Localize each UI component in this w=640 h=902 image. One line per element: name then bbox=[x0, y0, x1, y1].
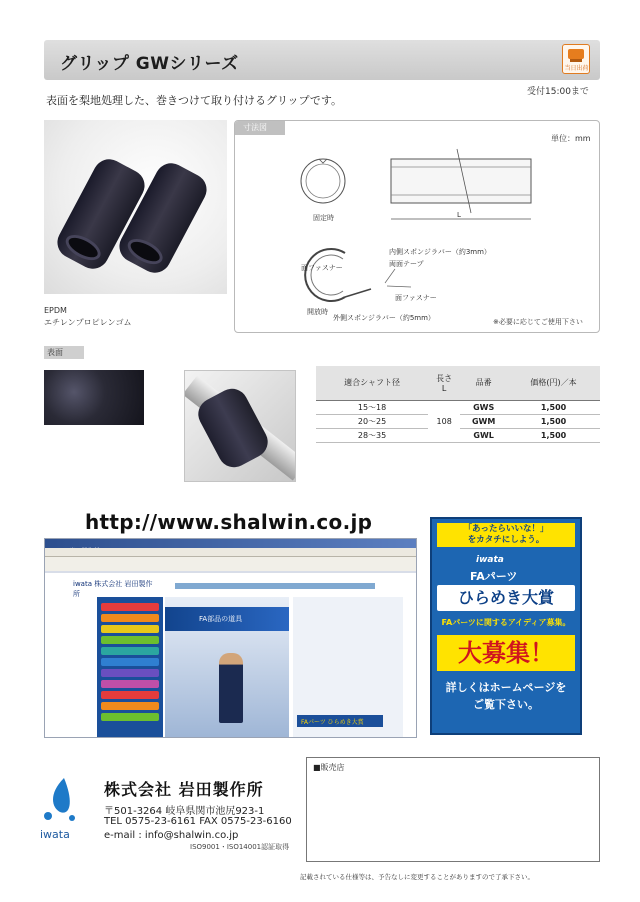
footer-note: 記載されている仕様等は、予告なしに変更することがありますので了承下さい。 bbox=[300, 873, 534, 881]
material-name: EPDM bbox=[44, 306, 67, 315]
site-nav bbox=[175, 583, 375, 589]
fastener-left-label: 面ファスナー bbox=[301, 264, 343, 272]
page-title: グリップ GWシリーズ bbox=[60, 54, 239, 74]
table-row bbox=[316, 400, 600, 414]
order-cutoff: 受付15:00まで bbox=[527, 87, 589, 97]
logo-text: iwata bbox=[40, 828, 70, 841]
shaft-cell: 15～18 bbox=[316, 400, 428, 414]
site-fa-banner: FAパーツ ひらめき大賞 bbox=[297, 715, 383, 727]
company-logo bbox=[38, 776, 82, 842]
same-day-shipping-badge bbox=[562, 44, 590, 74]
surface-texture-photo bbox=[44, 370, 144, 425]
iso-certification: ISO9001・ISO14001認証取得 bbox=[190, 843, 290, 851]
dealer-box bbox=[306, 757, 600, 862]
company-name: 株式会社 岩田製作所 bbox=[104, 780, 264, 799]
dimension-tag: 寸法図 bbox=[235, 121, 285, 135]
inner-sponge-label: 内側スポンジラバー（約3mm） bbox=[389, 248, 491, 256]
shaft-cell: 28～35 bbox=[316, 428, 428, 442]
ad-award-title: ひらめき大賞 bbox=[437, 585, 575, 611]
fixed-state-label: 固定時 bbox=[313, 214, 334, 222]
length-cell: 108 bbox=[428, 400, 460, 442]
outer-sponge-label: 外側スポンジラバー（約5mm） bbox=[333, 314, 435, 322]
company-email[interactable]: e-mail : info@shalwin.co.jp bbox=[104, 830, 239, 841]
truck-icon bbox=[568, 49, 584, 59]
badge-label: 当日出荷 bbox=[564, 65, 589, 72]
usage-note: ※必要に応じてご使用下さい bbox=[493, 318, 583, 326]
length-label: L bbox=[457, 211, 461, 219]
part-cell: GWS bbox=[460, 400, 507, 414]
website-screenshot bbox=[44, 538, 417, 738]
ad-recruit: 大募集！ bbox=[437, 635, 575, 671]
ad-detail bbox=[437, 679, 575, 713]
material-desc: エチレンプロピレンゴム bbox=[44, 318, 132, 327]
ad-detail1: 詳しくはホームページを bbox=[445, 681, 567, 694]
website-url[interactable]: http://www.shalwin.co.jp bbox=[85, 510, 373, 534]
ad-detail2: ご覧下さい。 bbox=[473, 698, 539, 711]
part-cell: GWL bbox=[460, 428, 507, 442]
ad-tagline bbox=[437, 523, 575, 547]
price-cell: 1,500 bbox=[507, 414, 600, 428]
site-content bbox=[45, 573, 416, 738]
site-right-column bbox=[293, 597, 403, 737]
header-price: 価格(円)／本 bbox=[507, 366, 600, 400]
dealer-label: ■販売店 bbox=[313, 763, 345, 772]
product-description: 表面を梨地処理した、巻きつけて取り付けるグリップです。 bbox=[46, 94, 343, 107]
site-banner: FA部品の道具 bbox=[165, 607, 289, 631]
ad-subtitle: FAパーツに関するアイディア募集。 bbox=[441, 618, 571, 627]
title-bar bbox=[44, 40, 600, 80]
dimension-drawing bbox=[234, 120, 600, 333]
browser-toolbar bbox=[45, 557, 416, 571]
mounted-grip-photo bbox=[184, 370, 296, 482]
part-cell: GWM bbox=[460, 414, 507, 428]
open-state-label: 開放時 bbox=[307, 308, 328, 316]
idea-contest-ad bbox=[430, 517, 582, 735]
ad-line1: 「あったらいいな！」 bbox=[463, 524, 549, 534]
ad-fa-parts: FAパーツ bbox=[470, 570, 518, 583]
double-tape-label: 両面テープ bbox=[389, 260, 424, 268]
material-label bbox=[44, 305, 131, 329]
browser-title-bar bbox=[45, 539, 416, 548]
site-logo: iwata 株式会社 岩田製作所 bbox=[73, 580, 153, 598]
site-main bbox=[165, 597, 289, 737]
site-person-image bbox=[219, 653, 243, 723]
header-shaft: 適合シャフト径 bbox=[316, 366, 428, 400]
header-part: 品番 bbox=[460, 366, 507, 400]
company-phone: TEL 0575-23-6161 FAX 0575-23-6160 bbox=[104, 816, 292, 827]
price-cell: 1,500 bbox=[507, 400, 600, 414]
unit-label: 単位：mm bbox=[551, 134, 591, 143]
spec-table bbox=[316, 366, 600, 443]
header-length: 長さ L bbox=[428, 366, 460, 400]
ad-line2: をカタチにしよう。 bbox=[467, 535, 545, 545]
product-photo bbox=[44, 120, 227, 294]
shaft-cell: 20～25 bbox=[316, 414, 428, 428]
surface-tag: 表面 bbox=[44, 346, 84, 359]
company-address: 〒501-3264 岐阜県関市池尻923-1 bbox=[104, 806, 265, 817]
fastener-right-label: 面ファスナー bbox=[395, 294, 437, 302]
site-sidebar bbox=[97, 597, 163, 737]
price-cell: 1,500 bbox=[507, 428, 600, 442]
ad-logo: iwata bbox=[476, 555, 504, 565]
browser-menu-bar bbox=[45, 548, 416, 557]
